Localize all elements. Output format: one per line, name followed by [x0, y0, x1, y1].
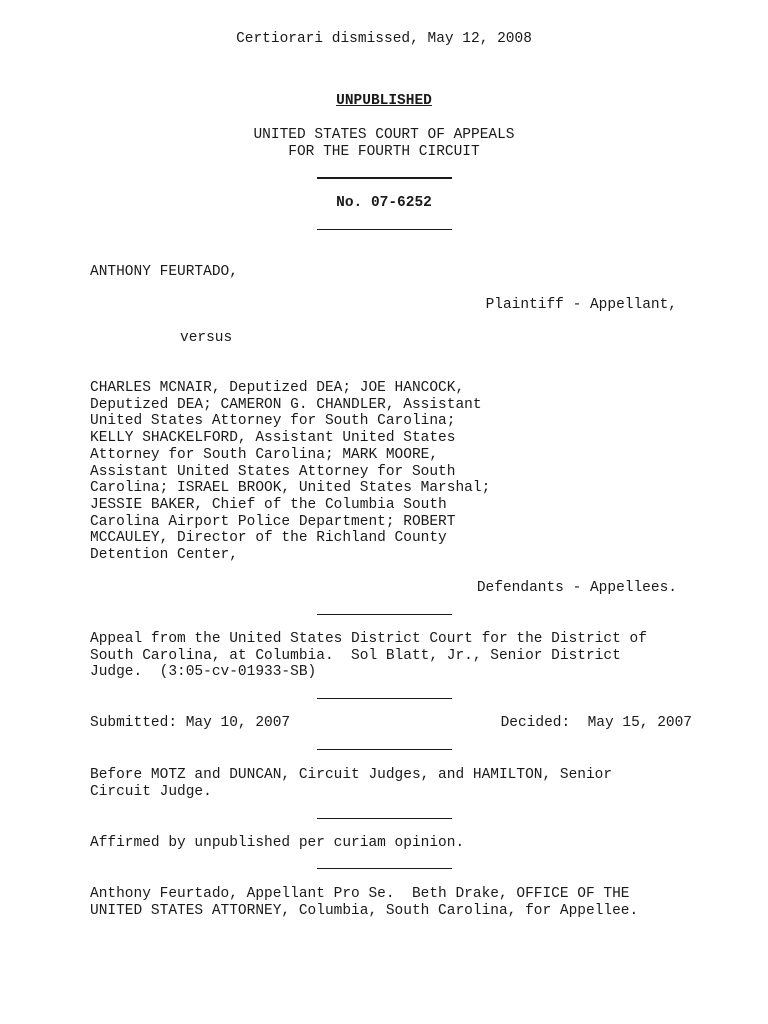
defendants-line: Carolina; ISRAEL BROOK, United States Marshal; [90, 480, 491, 497]
defendants-line: United States Attorney for South Carolina; [90, 413, 456, 430]
defendants-line: Deputized DEA; CAMERON G. CHANDLER, Assistant [90, 396, 482, 413]
divider-rule [317, 614, 452, 615]
appeal-line: Appeal from the United States District Court for the District of [90, 631, 647, 647]
submitted-date: Submitted: May 10, 2007 [90, 715, 291, 731]
plaintiff-role: Plaintiff - Appellant, [485, 297, 677, 313]
divider-rule [317, 818, 452, 819]
panel-line: Before MOTZ and DUNCAN, Circuit Judges, and HAMILTON, Senior [90, 767, 613, 783]
versus-label: versus [180, 330, 233, 346]
defendants-line: Assistant United States Attorney for South [90, 463, 456, 480]
defendants-line: JESSIE BAKER, Chief of the Columbia South [90, 496, 447, 513]
appeal-line: South Carolina, at Columbia. Sol Blatt, Jr., Senior District [90, 647, 621, 664]
defendants-line: KELLY SHACKELFORD, Assistant United States [90, 430, 456, 447]
divider-rule [317, 749, 452, 750]
divider-rule [317, 177, 452, 179]
defendants-line: Detention Center, [90, 547, 238, 563]
counsel-line: Anthony Feurtado, Appellant Pro Se. Beth Drake, OFFICE OF THE [90, 886, 630, 902]
counsel-line: UNITED STATES ATTORNEY, Columbia, South Carolina, for Appellee. [90, 902, 639, 919]
defendants-line: MCCAULEY, Director of the Richland County [90, 530, 447, 547]
case-number: No. 07-6252 [336, 195, 432, 211]
certiorari-note: Certiorari dismissed, May 12, 2008 [236, 31, 532, 47]
court-name-line-1: UNITED STATES COURT OF APPEALS [253, 127, 515, 143]
panel-line: Circuit Judge. [90, 783, 212, 800]
appeal-line: Judge. (3:05-cv-01933-SB) [90, 664, 317, 681]
divider-rule [317, 229, 452, 230]
defendants-line: Carolina Airport Police Department; ROBERT [90, 513, 456, 530]
defendants-line: CHARLES MCNAIR, Deputized DEA; JOE HANCOCK, [90, 380, 465, 396]
court-name-line-2: FOR THE FOURTH CIRCUIT [288, 144, 480, 160]
decided-date: Decided: May 15, 2007 [500, 715, 692, 731]
divider-rule [317, 698, 452, 699]
plaintiff-name: ANTHONY FEURTADO, [90, 264, 238, 280]
publication-status: UNPUBLISHED [336, 93, 432, 109]
defendants-role: Defendants - Appellees. [476, 580, 677, 596]
divider-rule [317, 868, 452, 869]
disposition: Affirmed by unpublished per curiam opinion. [90, 835, 465, 851]
defendants-line: Attorney for South Carolina; MARK MOORE, [90, 446, 439, 463]
